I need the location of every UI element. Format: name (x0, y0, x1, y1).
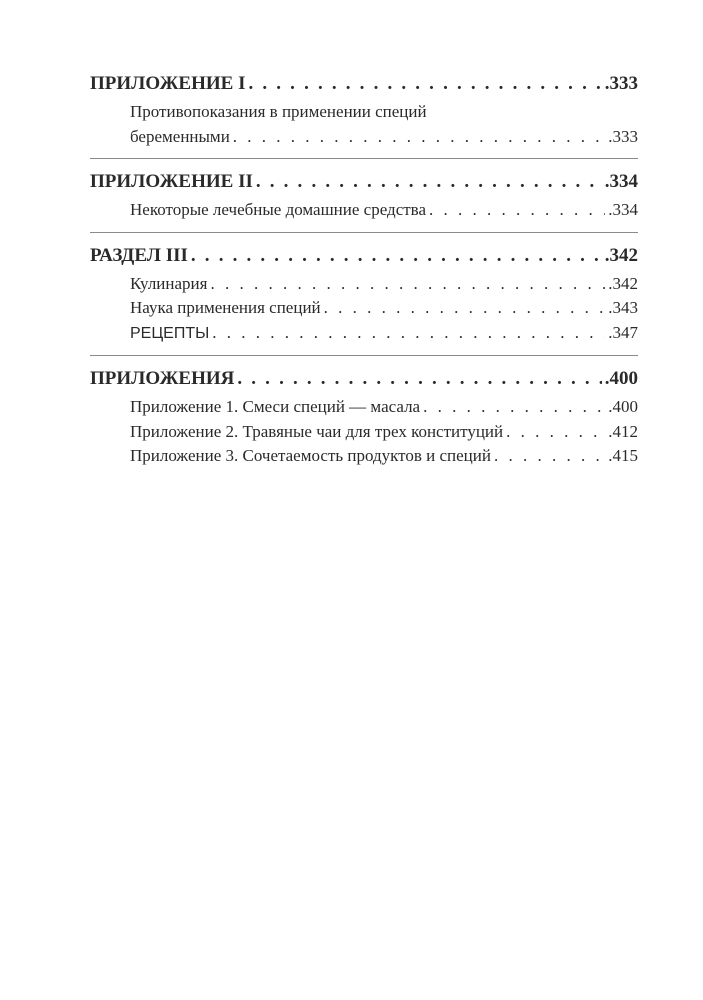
toc-section (90, 158, 638, 232)
dot-leader (324, 296, 606, 321)
dot-leader (256, 166, 602, 198)
toc-entry-title: РЕЦЕПТЫ (130, 324, 210, 342)
toc-page-number: .400 (604, 368, 638, 389)
toc-entry (90, 125, 638, 150)
toc-entry-title: Кулинария (130, 273, 208, 293)
toc-page-number: .347 (608, 322, 638, 342)
dot-leader (237, 363, 601, 395)
toc-section (90, 232, 638, 356)
toc-page-number: .412 (608, 421, 638, 441)
toc-page-number: .342 (604, 244, 638, 266)
dot-leader (506, 420, 605, 445)
toc-page-number: .342 (608, 273, 638, 293)
toc-heading-title: ПРИЛОЖЕНИЕ I (90, 73, 246, 94)
toc-page-number: .333 (608, 126, 638, 146)
toc-heading-entry (90, 68, 638, 100)
toc-entry-title: Приложение 3. Сочетаемость продуктов и специй (130, 446, 491, 465)
toc-page-number: .334 (608, 200, 638, 219)
toc-heading-title: ПРИЛОЖЕНИЯ (90, 368, 235, 389)
toc-entry (90, 444, 638, 469)
toc-entry-title: Приложение 1. Смеси специй — масала (130, 397, 421, 416)
toc-page-number: .343 (608, 298, 638, 317)
toc-heading-title: РАЗДЕЛ III (90, 244, 188, 266)
dot-leader (494, 444, 605, 469)
toc-page-number: .334 (604, 171, 638, 192)
toc-entry-title: беременными (130, 126, 230, 146)
toc-entry (90, 321, 638, 347)
dot-leader (210, 272, 605, 297)
toc-entry (90, 420, 638, 445)
toc-heading-title: ПРИЛОЖЕНИЕ II (90, 171, 253, 192)
toc-page-number: .400 (608, 397, 638, 416)
toc-entry (90, 395, 638, 420)
toc-entry-title: Некоторые лечебные домашние средства (130, 200, 427, 219)
toc-entry (90, 296, 638, 321)
dot-leader (248, 68, 601, 100)
toc-entry (90, 272, 638, 297)
dot-leader (191, 240, 602, 272)
toc-section (90, 68, 638, 158)
toc-entry (90, 198, 638, 223)
toc-heading-entry (90, 166, 638, 198)
toc-entry-title: Приложение 2. Травяные чаи для трех конституций (130, 421, 504, 441)
toc-heading-entry (90, 240, 638, 272)
toc-page-number: .415 (608, 446, 638, 465)
table-of-contents (90, 68, 638, 478)
dot-leader (212, 321, 605, 346)
dot-leader (233, 125, 605, 150)
toc-entry-title-line: Противопоказания в применении специй (130, 102, 427, 121)
toc-section (90, 355, 638, 478)
dot-leader (429, 198, 605, 223)
toc-page-number: .333 (604, 73, 638, 94)
toc-entry-title: Наука применения специй (130, 298, 321, 317)
toc-heading-entry (90, 363, 638, 395)
dot-leader (423, 395, 605, 420)
